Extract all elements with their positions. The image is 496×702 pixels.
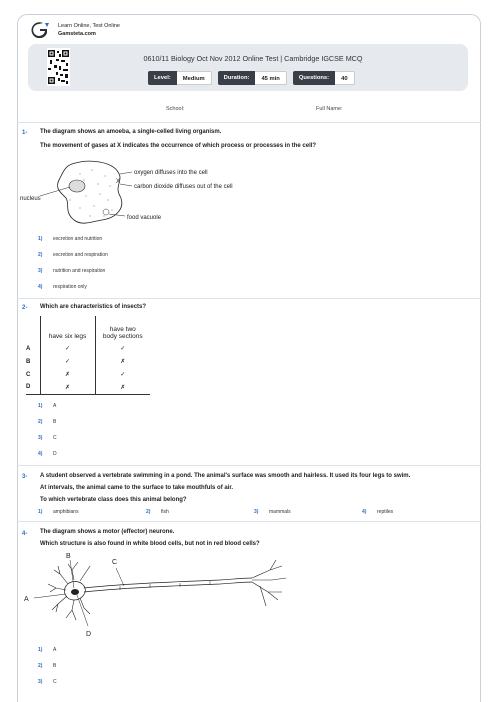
question-divider bbox=[17, 465, 481, 466]
question-1-prompt: The movement of gases at X indicates the occurrence of which process or processes in the cell? bbox=[40, 143, 317, 149]
question-3-option-4-number[interactable]: 4) bbox=[362, 509, 367, 515]
label-d: D bbox=[86, 631, 92, 638]
insect-characteristics-table bbox=[26, 316, 150, 395]
question-1-number: 1- bbox=[22, 130, 28, 136]
question-2-option-4[interactable]: D bbox=[53, 451, 57, 457]
question-3-number: 3- bbox=[22, 474, 28, 480]
level-label: Level: bbox=[148, 71, 177, 85]
nucleus-label: nucleus bbox=[20, 196, 41, 202]
table-row: A ✓ ✓ bbox=[26, 342, 150, 355]
brand-site[interactable]: Gamsteta.com bbox=[58, 31, 96, 37]
question-4-option-1-number[interactable]: 1) bbox=[38, 647, 43, 653]
question-4-option-2-number[interactable]: 2) bbox=[38, 663, 43, 669]
question-4-number: 4- bbox=[22, 531, 28, 537]
question-4-option-3[interactable]: C bbox=[53, 679, 57, 685]
question-4-option-2[interactable]: B bbox=[53, 663, 57, 669]
col-six-legs: have six legs bbox=[40, 316, 95, 342]
col-two-sections: have two body sections bbox=[102, 326, 143, 340]
motor-neurone-diagram bbox=[20, 548, 300, 640]
duration-value: 45 min bbox=[255, 71, 286, 85]
table-row: D ✗ ✗ bbox=[26, 381, 150, 394]
question-divider bbox=[17, 521, 481, 522]
question-3-text-2: At intervals, the animal came to the surface to take mouthfuls of air. bbox=[40, 485, 234, 491]
oxygen-label: oxygen diffuses into the cell bbox=[134, 170, 208, 176]
question-3-option-3-number[interactable]: 3) bbox=[254, 509, 259, 515]
question-2-option-4-number[interactable]: 4) bbox=[38, 451, 43, 457]
question-3-text-3: To which vertebrate class does this animal belong? bbox=[40, 497, 187, 503]
question-1-option-2[interactable]: excretion and respiration bbox=[53, 252, 108, 258]
questions-stat bbox=[293, 71, 355, 85]
question-2-number: 2- bbox=[22, 305, 28, 311]
label-a: A bbox=[24, 596, 29, 603]
question-2-option-3[interactable]: C bbox=[53, 435, 57, 441]
question-3-option-1-number[interactable]: 1) bbox=[38, 509, 43, 515]
question-1-option-2-number[interactable]: 2) bbox=[38, 252, 43, 258]
header-divider bbox=[17, 122, 481, 123]
question-3-option-1[interactable]: amphibians bbox=[53, 509, 79, 515]
question-2-option-3-number[interactable]: 3) bbox=[38, 435, 43, 441]
question-4-text-1: The diagram shows a motor (effector) neurone. bbox=[40, 529, 175, 535]
duration-stat bbox=[218, 71, 287, 85]
question-2-option-1-number[interactable]: 1) bbox=[38, 403, 43, 409]
question-2-option-1[interactable]: A bbox=[53, 403, 57, 409]
brand[interactable] bbox=[30, 22, 120, 38]
question-divider bbox=[17, 298, 481, 299]
food-vacuole-label: food vacuole bbox=[127, 215, 162, 221]
duration-label: Duration: bbox=[218, 71, 256, 85]
question-1-option-1[interactable]: excretion and nutrition bbox=[53, 236, 103, 242]
question-4-option-1[interactable]: A bbox=[53, 647, 57, 653]
brand-tagline: Learn Online, Test Online bbox=[58, 23, 120, 29]
questions-value: 40 bbox=[335, 71, 354, 85]
test-title: 0610/11 Biology Oct Nov 2012 Online Test | Cambridge IGCSE MCQ bbox=[143, 54, 363, 63]
level-stat bbox=[148, 71, 212, 85]
question-1-option-1-number[interactable]: 1) bbox=[38, 236, 43, 242]
questions-label: Questions: bbox=[293, 71, 335, 85]
question-4-text-2: Which structure is also found in white blood cells, but not in red blood cells? bbox=[40, 541, 260, 547]
question-2-option-2[interactable]: B bbox=[53, 419, 57, 425]
label-c: C bbox=[112, 559, 118, 566]
question-3-option-3[interactable]: mammals bbox=[269, 509, 291, 515]
school-label: School: bbox=[166, 106, 185, 112]
x-label: X bbox=[116, 179, 121, 185]
amoeba-diagram bbox=[20, 156, 260, 228]
question-1-text: The diagram shows an amoeba, a single-celled living organism. bbox=[40, 129, 222, 135]
test-stats bbox=[148, 71, 355, 85]
full-name-label: Full Name: bbox=[316, 106, 343, 112]
question-1-option-3[interactable]: nutrition and respiration bbox=[53, 268, 106, 274]
question-4-option-3-number[interactable]: 3) bbox=[38, 679, 43, 685]
question-1-option-4-number[interactable]: 4) bbox=[38, 284, 43, 290]
co2-label: carbon dioxide diffuses out of the cell bbox=[134, 184, 233, 190]
table-row: C ✗ ✓ bbox=[26, 368, 150, 381]
gamsteta-logo-icon bbox=[30, 22, 50, 38]
question-2-text: Which are characteristics of insects? bbox=[40, 304, 147, 310]
question-1-option-3-number[interactable]: 3) bbox=[38, 268, 43, 274]
question-3-option-2[interactable]: fish bbox=[161, 509, 169, 515]
question-3-option-2-number[interactable]: 2) bbox=[146, 509, 151, 515]
table-row: B ✓ ✗ bbox=[26, 355, 150, 368]
question-2-option-2-number[interactable]: 2) bbox=[38, 419, 43, 425]
question-3-option-4[interactable]: reptiles bbox=[377, 509, 394, 515]
label-b: B bbox=[66, 553, 71, 560]
question-3-text-1: A student observed a vertebrate swimming in a pond. The animal's surface was smooth and hairless. It used its four legs to swim. bbox=[40, 473, 411, 479]
question-1-option-4[interactable]: respiration only bbox=[53, 284, 87, 290]
level-value: Medium bbox=[177, 71, 212, 85]
